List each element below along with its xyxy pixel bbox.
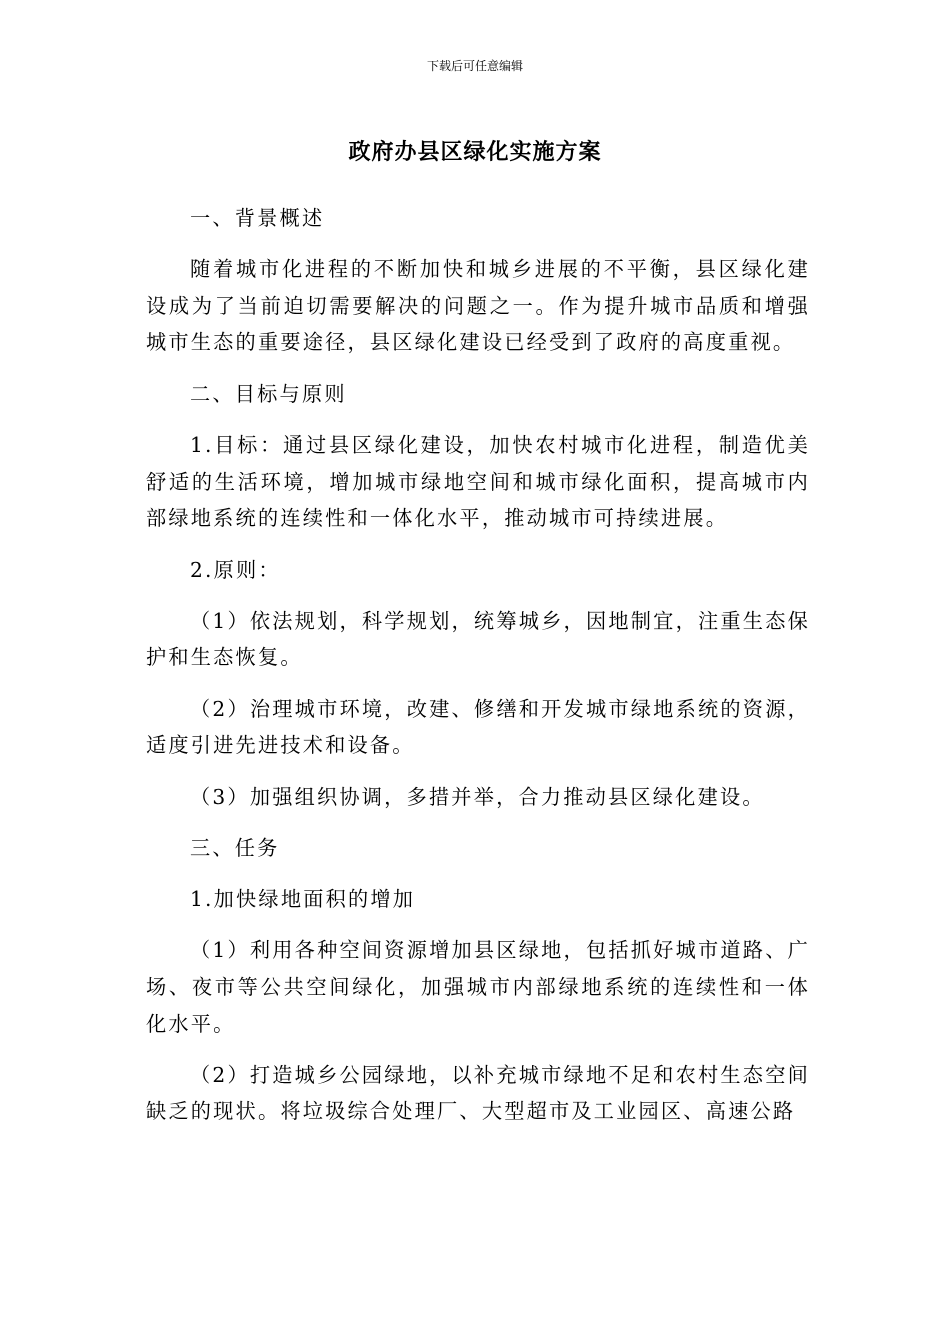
paragraph-principle-2: （2）治理城市环境，改建、修缮和开发城市绿地系统的资源，适度引进先进技术和设备。 bbox=[146, 696, 810, 758]
paragraph-background: 随着城市化进程的不断加快和城乡进展的不平衡，县区绿化建设成为了当前迫切需要解决的问题之一。作为提升城市品质和增强城市生态的重要途径，县区绿化建设已经受到了政府的高度重视。 bbox=[146, 257, 810, 355]
section-heading-tasks: 三、任务 bbox=[190, 835, 280, 860]
section-heading-background: 一、背景概述 bbox=[190, 206, 325, 230]
document-title: 政府办县区绿化实施方案 bbox=[348, 140, 602, 165]
paragraph-principle-1: （1）依法规划，科学规划，统筹城乡，因地制宜，注重生态保护和生态恢复。 bbox=[146, 608, 810, 670]
paragraph-principle-3: （3）加强组织协调，多措并举，合力推动县区绿化建设。 bbox=[190, 784, 765, 809]
paragraph-task-1-item-2: （2）打造城乡公园绿地，以补充城市绿地不足和农村生态空间缺乏的现状。将垃圾综合处理厂、大型超市及工业园区、高速公路 bbox=[146, 1062, 810, 1124]
section-heading-goals: 二、目标与原则 bbox=[190, 381, 347, 406]
paragraph-task-1-item-1: （1）利用各种空间资源增加县区绿地，包括抓好城市道路、广场、夜市等公共空间绿化，加强城市内部绿地系统的连续性和一体化水平。 bbox=[146, 938, 810, 1036]
header-note: 下载后可任意编辑 bbox=[426, 59, 523, 73]
paragraph-goal: 1.目标：通过县区绿化建设，加快农村城市化进程，制造优美舒适的生活环境，增加城市绿地空间和城市绿化面积，提高城市内部绿地系统的连续性和一体化水平，推动城市可持续进展。 bbox=[146, 433, 810, 531]
paragraph-principles-label: 2.原则： bbox=[190, 557, 281, 582]
paragraph-task-1: 1.加快绿地面积的增加 bbox=[190, 887, 416, 912]
document-body bbox=[146, 200, 810, 1145]
